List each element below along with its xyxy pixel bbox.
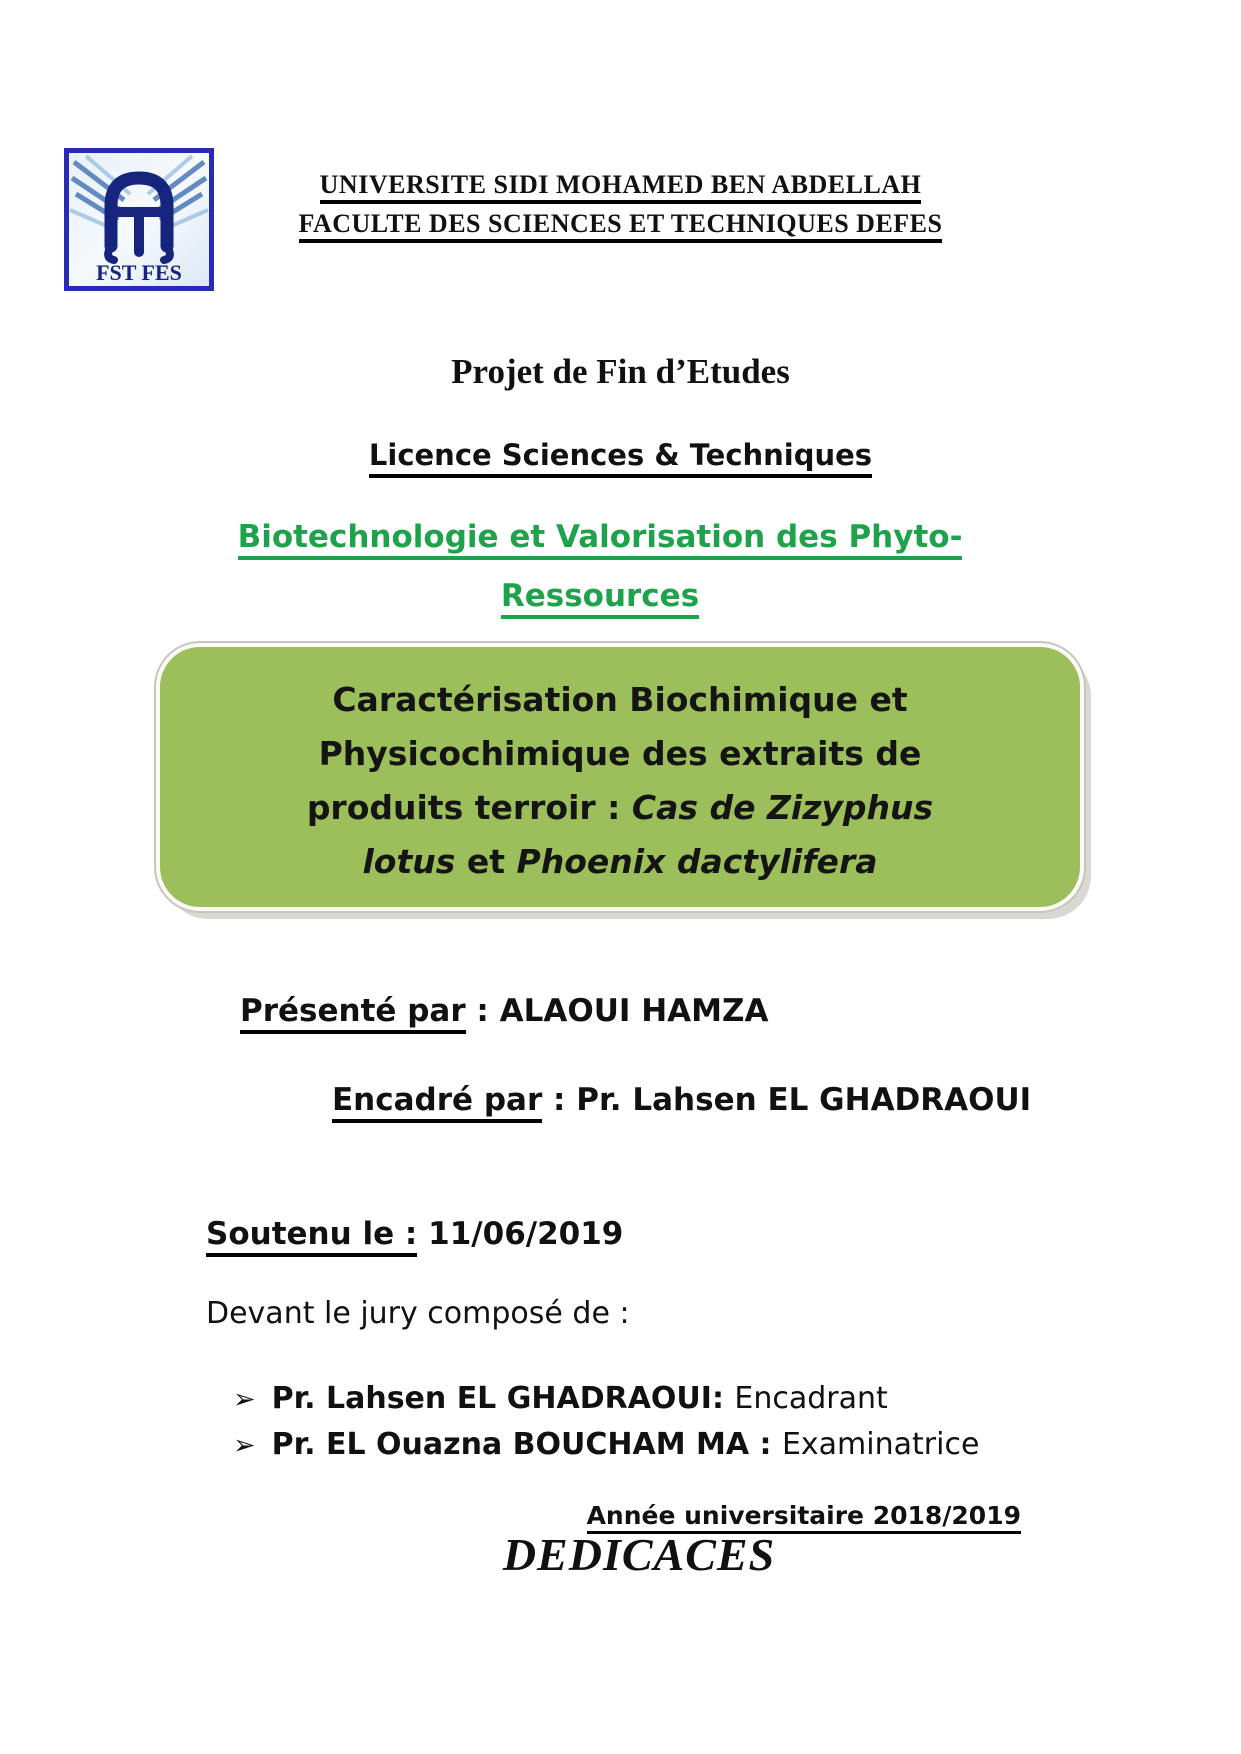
logo-caption: FST FES: [96, 260, 182, 285]
subject-line-1: Caractérisation Biochimique et: [332, 680, 908, 719]
jury-member-name: Pr. EL Ouazna BOUCHAM MA: [271, 1427, 750, 1462]
arrow-bullet-icon: ➢: [233, 1430, 256, 1461]
jury-member-row: ➢ Pr. Lahsen EL GHADRAOUI: Encadrant: [233, 1381, 888, 1416]
species-name-lotus: lotus: [362, 842, 456, 881]
jury-member-name: Pr. Lahsen EL GHADRAOUI: [271, 1381, 712, 1416]
subject-line-2: Physicochimique des extraits de: [318, 734, 922, 773]
jury-list: [233, 1376, 979, 1468]
program-title-line2: Ressources: [0, 567, 1200, 626]
program-title: [0, 508, 1200, 626]
jury-member-role: Encadrant: [734, 1381, 888, 1416]
species-name-phoenix: Phoenix dactylifera: [516, 842, 878, 881]
degree-title: Licence Sciences & Techniques: [0, 438, 1241, 472]
supervised-by-label: Encadré par: [332, 1082, 542, 1123]
jury-intro: Devant le jury composé de :: [206, 1296, 630, 1331]
student-name: ALAOUI HAMZA: [499, 993, 769, 1029]
jury-member-role: Examinatrice: [781, 1427, 980, 1462]
species-name-zizyphus: Cas de Zizyphus: [631, 788, 934, 827]
arrow-bullet-icon: ➢: [233, 1384, 256, 1415]
subject-line-4: lotus et Phoenix dactylifera: [362, 842, 878, 881]
academic-year: Année universitaire 2018/2019: [0, 1501, 1021, 1530]
jury-member-row: ➢ Pr. EL Ouazna BOUCHAM MA : Examinatrice: [233, 1427, 980, 1462]
presented-by-label: Présenté par: [240, 993, 466, 1034]
faculty-name-line: FACULTE DES SCIENCES ET TECHNIQUES DEFES: [0, 209, 1241, 239]
defense-date-label: Soutenu le :: [206, 1216, 417, 1257]
subject-box: [156, 643, 1084, 911]
project-title: Projet de Fin d’Etudes: [451, 352, 790, 391]
subject-line-3: produits terroir : Cas de Zizyphus: [306, 788, 934, 827]
dedicaces-heading: DEDICACES: [502, 1529, 776, 1580]
defense-date-line: [206, 1216, 623, 1252]
presented-by-line: Présenté par : ALAOUI HAMZA: [240, 993, 768, 1029]
university-header: [0, 170, 1241, 248]
program-title-line1: Biotechnologie et Valorisation des Phyto-: [0, 508, 1200, 567]
supervised-by-line: Encadré par : Pr. Lahsen EL GHADRAOUI: [332, 1082, 1031, 1118]
defense-date-value: 11/06/2019: [428, 1216, 624, 1252]
supervisor-name: Pr. Lahsen EL GHADRAOUI: [576, 1082, 1032, 1118]
university-name-line: UNIVERSITE SIDI MOHAMED BEN ABDELLAH: [0, 170, 1241, 200]
